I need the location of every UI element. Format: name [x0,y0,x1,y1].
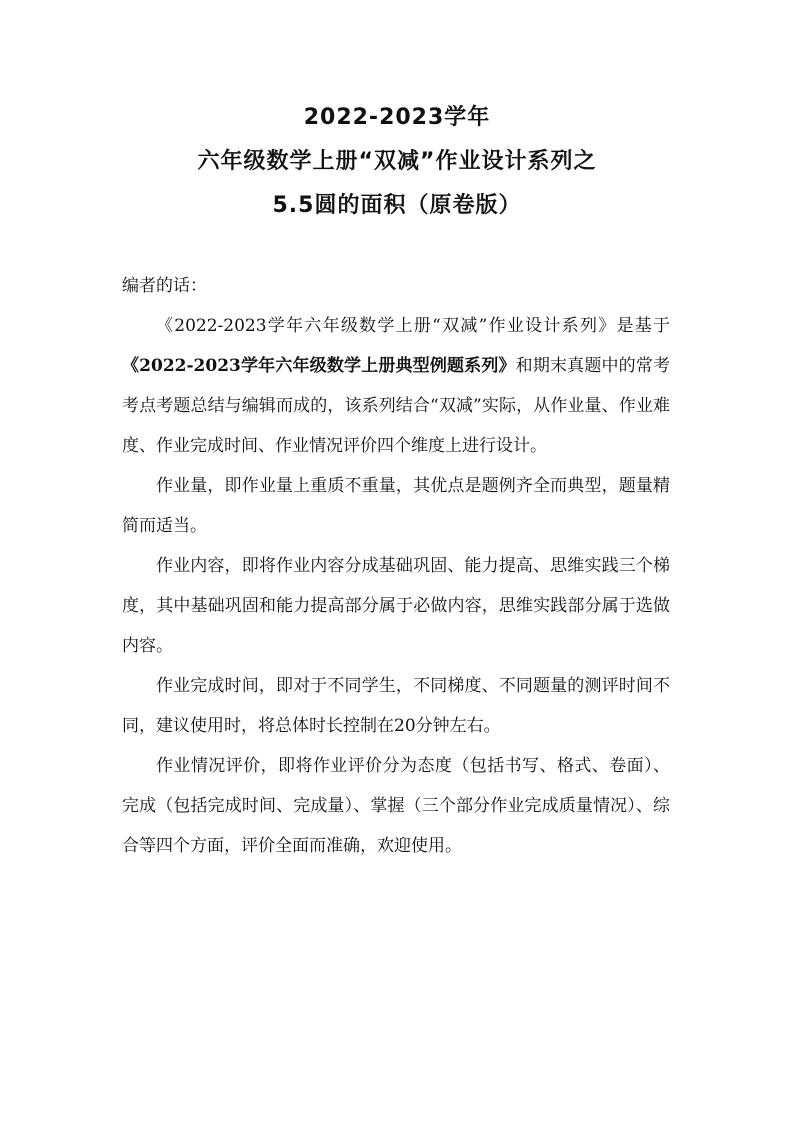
title-lesson: 5.5圆的面积（原卷版） [272,193,522,218]
series-intro-bold-title: 《2022-2023学年六年级数学上册典型例题系列》 [122,356,516,376]
editor-note [122,266,670,866]
paragraph-time: 作业完成时间，即对于不同学生，不同梯度、不同题量的测评时间不同，建议使用时，将总体时长控制在20分钟左右。 [122,676,670,736]
title-block [0,96,794,228]
series-intro-text-1: 《2022-2023学年六年级数学上册“双减”作业设计系列》是基于 [156,316,670,336]
title-year: 2022-2023学年 [303,105,491,130]
paragraph-series-intro [122,306,670,466]
paragraph-evaluation: 作业情况评价，即将作业评价分为态度（包括书写、格式、卷面）、完成（包括完成时间、完成量）、掌握（三个部分作业完成质量情况）、综合等四个方面，评价全面而准确，欢迎使用。 [122,756,670,856]
paragraph-content: 作业内容，即将作业内容分成基础巩固、能力提高、思维实践三个梯度，其中基础巩固和能力提高部分属于必做内容，思维实践部分属于选做内容。 [122,556,670,656]
series-intro-text-2: 和期末真题中的常考考点考题总结与编辑而成的，该系列结合“双减”实际，从作业量、作业难度、作业完成时间、作业情况评价四个维度上进行设计。 [122,356,670,456]
editor-note-heading: 编者的话： [122,276,207,296]
title-series: 六年级数学上册“双减”作业设计系列之 [197,149,597,174]
paragraph-workload: 作业量，即作业量上重质不重量，其优点是题例齐全而典型，题量精简而适当。 [122,476,670,536]
